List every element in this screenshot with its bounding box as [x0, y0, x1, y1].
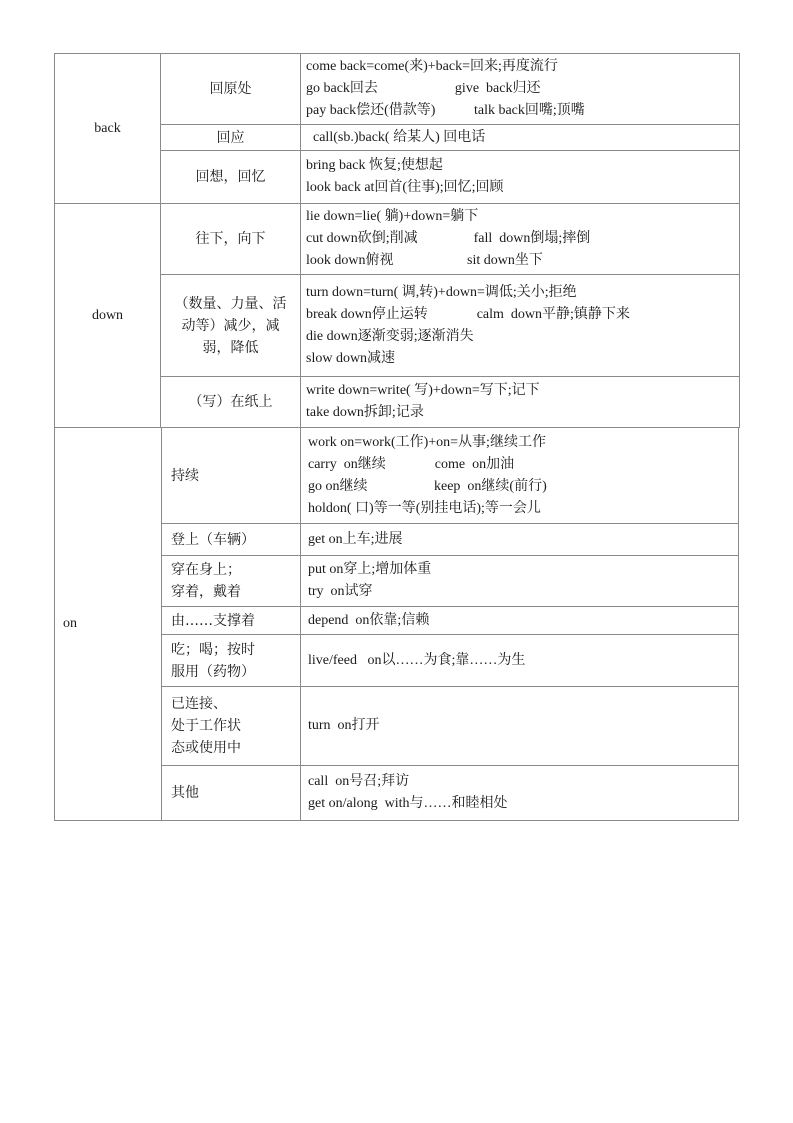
- meaning-cell: [161, 204, 301, 275]
- word-cell-back: back: [55, 54, 161, 204]
- meaning-cell: [161, 377, 301, 428]
- example-line: go back回去 give back归还: [306, 81, 541, 96]
- meaning-line: 持续: [171, 467, 199, 484]
- meaning-line: 穿在身上；: [171, 562, 241, 578]
- examples-cell: [301, 687, 739, 766]
- example-line: lie down=lie( 躺)+down=躺下: [306, 209, 479, 224]
- word-cell-on: on: [55, 428, 162, 821]
- meaning-line: 由……支撑着: [171, 612, 255, 629]
- examples-cell: [301, 54, 740, 125]
- meaning-cell: [162, 556, 301, 607]
- example-line: work on=work(工作)+on=从事;继续工作: [308, 434, 546, 450]
- meaning-cell: [162, 524, 301, 556]
- examples-cell: [301, 556, 739, 607]
- examples-cell: [301, 766, 739, 821]
- meaning-cell: [161, 54, 301, 125]
- meaning-line: 动等）减少，减: [181, 317, 280, 334]
- example-line: turn down=turn( 调,转)+down=调低;关小;拒绝: [306, 284, 577, 300]
- meaning-cell: [162, 766, 301, 821]
- meaning-line: 态或使用中: [171, 740, 241, 756]
- phrase-table-back-down: [54, 53, 740, 428]
- examples-cell: [301, 635, 739, 687]
- example-line: die down逐渐变弱;逐渐消失: [306, 328, 474, 344]
- example-line: call(sb.)back( 给某人) 回电话: [306, 129, 486, 145]
- example-line: break down停止运转 calm down平静;镇静下来: [306, 306, 630, 322]
- example-line: put on穿上;增加体重: [308, 562, 432, 577]
- example-line: depend on依靠;信赖: [308, 612, 430, 628]
- meaning-cell: [161, 151, 301, 204]
- table-row: [55, 204, 740, 275]
- examples-cell: [301, 151, 740, 204]
- example-line: slow down减速: [306, 350, 396, 366]
- meaning-line: 穿着，戴着: [171, 584, 241, 600]
- meaning-line: 已连接、: [171, 696, 227, 712]
- example-line: write down=write( 写)+down=写下;记下: [306, 383, 540, 398]
- example-line: get on/along with与……和睦相处: [308, 796, 508, 811]
- examples-cell: [301, 377, 740, 428]
- example-line: live/feed on以……为食;靠……为生: [308, 652, 526, 668]
- example-line: bring back 恢复;使想起: [306, 158, 443, 173]
- example-line: carry on继续 come on加油: [308, 456, 515, 472]
- examples-cell: [301, 524, 739, 556]
- example-line: turn on打开: [308, 718, 380, 733]
- example-line: go on继续 keep on继续(前行): [308, 478, 547, 494]
- example-line: look back at回首(往事);回忆;回顾: [306, 180, 504, 195]
- meaning-line: 服用（药物）: [171, 663, 255, 680]
- meaning-line: 登上（车辆）: [171, 531, 255, 548]
- meaning-line: （写）在纸上: [188, 394, 273, 410]
- meaning-cell: [161, 125, 301, 151]
- meaning-line: 回应: [216, 129, 245, 146]
- meaning-cell: [161, 275, 301, 377]
- example-line: take down拆卸;记录: [306, 405, 424, 420]
- example-line: come back=come(来)+back=回来;再度流行: [306, 59, 558, 74]
- meaning-cell: [162, 687, 301, 766]
- meaning-cell: [162, 635, 301, 687]
- meaning-cell: [162, 607, 301, 635]
- meaning-line: 吃；喝；按时: [171, 641, 255, 658]
- examples-cell: [301, 204, 740, 275]
- examples-cell: [301, 125, 740, 151]
- meaning-line: 弱，降低: [202, 339, 259, 356]
- meaning-line: 回想，回忆: [195, 169, 266, 185]
- example-line: call on号召;拜访: [308, 774, 410, 789]
- example-line: get on上车;进展: [308, 531, 403, 547]
- example-line: look down俯视 sit down坐下: [306, 253, 543, 268]
- example-line: holdon( 口)等一等(别挂电话);等一会儿: [308, 500, 541, 516]
- word-cell-down: down: [55, 204, 161, 428]
- phrase-table-on: [54, 427, 739, 821]
- meaning-line: （数量、力量、活: [174, 295, 287, 312]
- meaning-line: 往下，向下: [195, 231, 266, 247]
- examples-cell: [301, 275, 740, 377]
- table-row: [55, 54, 740, 125]
- table-row: [55, 428, 739, 524]
- meaning-line: 回原处: [209, 81, 252, 97]
- example-line: pay back偿还(借款等) talk back回嘴;顶嘴: [306, 103, 585, 118]
- examples-cell: [301, 607, 739, 635]
- example-line: cut down砍倒;削减 fall down倒塌;摔倒: [306, 231, 591, 246]
- meaning-cell: [162, 428, 301, 524]
- meaning-line: 处于工作状: [171, 718, 241, 734]
- meaning-line: 其他: [171, 785, 199, 801]
- examples-cell: [301, 428, 739, 524]
- example-line: try on试穿: [308, 584, 373, 599]
